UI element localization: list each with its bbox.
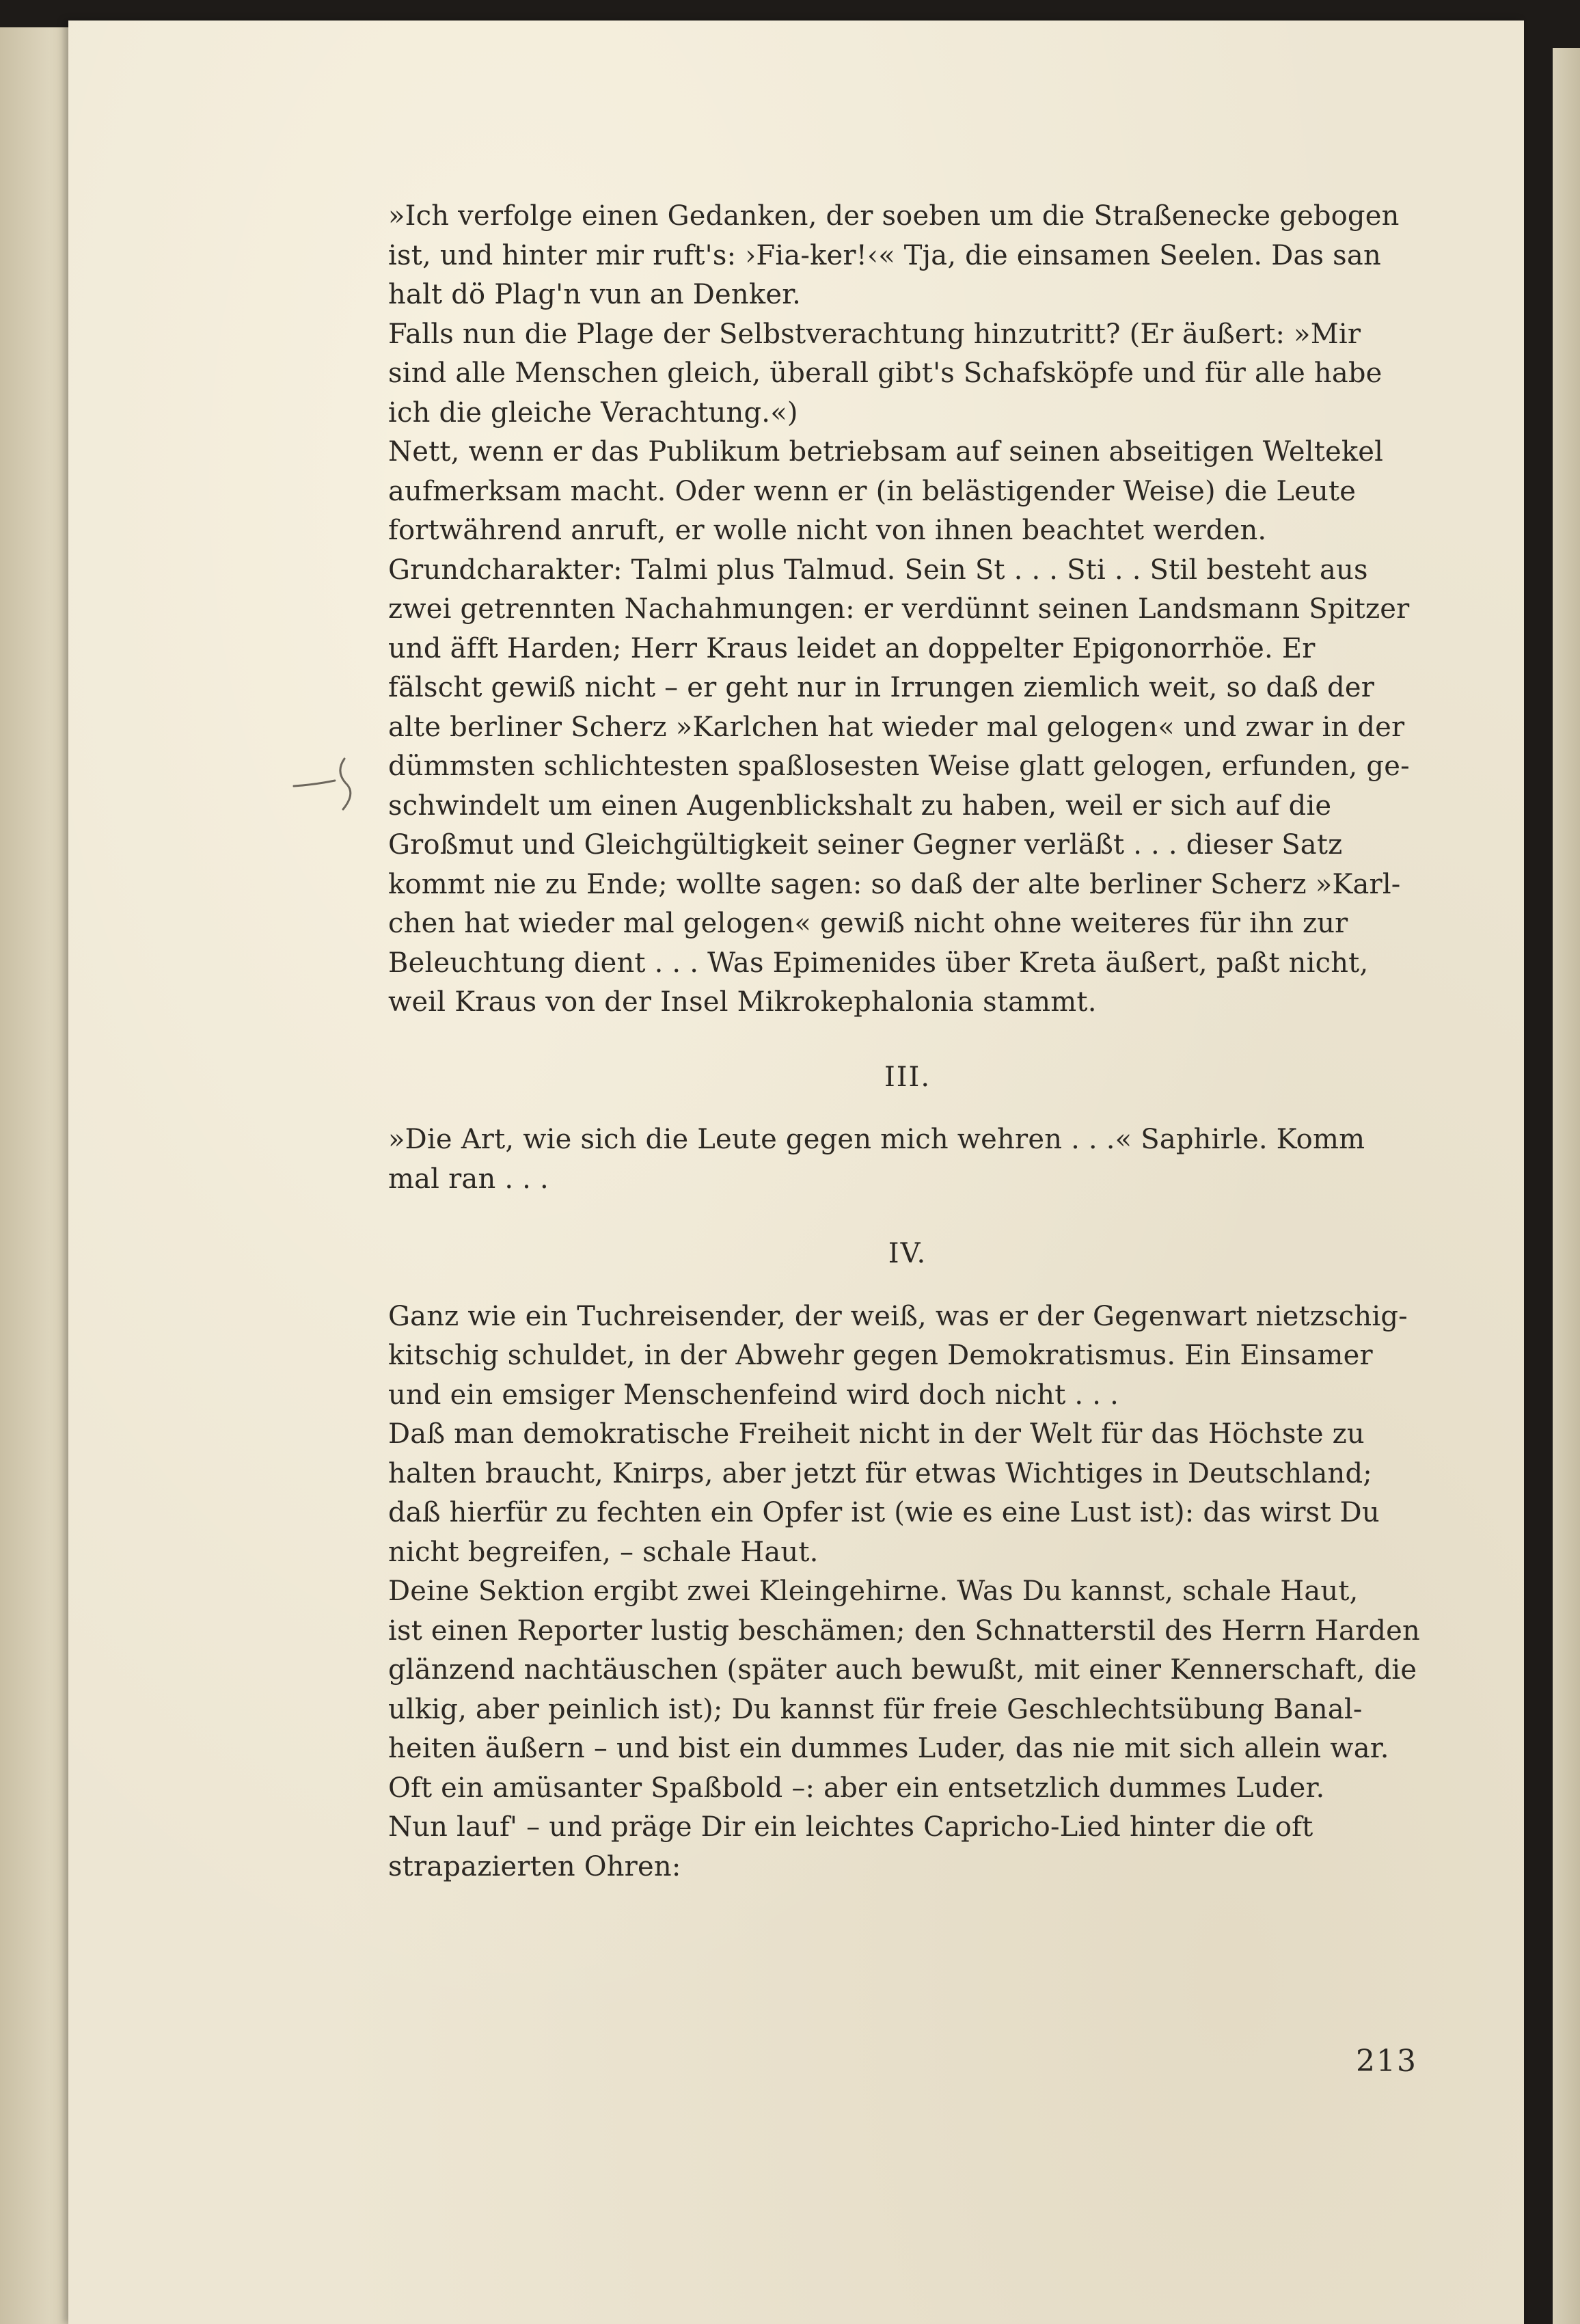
text-line: kitschig schuldet, in der Abwehr gegen Demokratismus. Ein Einsamer [388, 1340, 1373, 1371]
text-block [388, 197, 1427, 1887]
paragraph-1 [388, 197, 1427, 315]
text-line: und äfft Harden; Herr Kraus leidet an doppelter Epigonorrhöe. Er [388, 632, 1316, 664]
text-line: Grundcharakter: Talmi plus Talmud. Sein St . . . Sti . . Stil besteht aus [388, 554, 1368, 586]
text-line: nicht begreifen, – schale Haut. [388, 1536, 819, 1568]
text-line: Beleuchtung dient . . . Was Epimenides über Kreta äußert, paßt nicht, [388, 947, 1369, 979]
text-line: dümmsten schlichtesten spaßlosesten Weise glatt gelogen, erfunden, ge- [388, 751, 1410, 782]
right-page-edge [1553, 48, 1580, 2324]
text-line: aufmerksam macht. Oder wenn er (in belästigender Weise) die Leute [388, 475, 1357, 507]
section-heading-4: IV. [888, 1238, 927, 1269]
paragraph-2 [388, 315, 1427, 433]
text-line: ulkig, aber peinlich ist); Du kannst für freie Geschlechtsübung Banal- [388, 1693, 1363, 1725]
paragraph-3 [388, 433, 1427, 551]
text-line: ist, und hinter mir ruft's: ›Fia-ker!‹« Tja, die einsamen Seelen. Das san [388, 239, 1381, 271]
text-line: mal ran . . . [388, 1163, 549, 1195]
paragraph-4 [388, 551, 1427, 1023]
text-line: kommt nie zu Ende; wollte sagen: so daß der alte berliner Scherz »Karl- [388, 868, 1401, 900]
page-number: 213 [1356, 2044, 1417, 2079]
text-line: »Die Art, wie sich die Leute gegen mich wehren . . .« Saphirle. Komm [388, 1124, 1365, 1155]
text-line: daß hierfür zu fechten ein Opfer ist (wie es eine Lust ist): das wirst Du [388, 1497, 1380, 1528]
paragraph-8 [388, 1572, 1427, 1808]
text-line: fälscht gewiß nicht – er geht nur in Irrungen ziemlich weit, so daß der [388, 672, 1375, 703]
text-line: halten braucht, Knirps, aber jetzt für etwas Wichtiges in Deutschland; [388, 1457, 1372, 1489]
book-page [68, 21, 1524, 2324]
text-line: »Ich verfolge einen Gedanken, der soeben um die Straßenecke gebogen [388, 200, 1400, 232]
text-line: fortwährend anruft, er wolle nicht von ihnen beachtet werden. [388, 515, 1267, 546]
text-line: strapazierten Ohren: [388, 1850, 681, 1882]
text-line: chen hat wieder mal gelogen« gewiß nicht ohne weiteres für ihn zur [388, 908, 1348, 939]
text-line: Oft ein amüsanter Spaßbold –: aber ein entsetzlich dummes Luder. [388, 1772, 1325, 1804]
section-heading-3: III. [884, 1061, 931, 1093]
text-line: heiten äußern – und bist ein dummes Luder, das nie mit sich allein war. [388, 1733, 1389, 1764]
text-line: Großmut und Gleichgültigkeit seiner Gegner verläßt . . . dieser Satz [388, 829, 1343, 861]
text-line: Deine Sektion ergibt zwei Kleingehirne. Was Du kannst, schale Haut, [388, 1576, 1359, 1607]
paragraph-5 [388, 1120, 1427, 1199]
paragraph-7 [388, 1415, 1427, 1572]
text-line: sind alle Menschen gleich, überall gibt's Schafsköpfe und für alle habe [388, 357, 1382, 389]
text-line: ich die gleiche Verachtung.«) [388, 396, 798, 429]
text-line: Nett, wenn er das Publikum betriebsam auf seinen abseitigen Weltekel [388, 436, 1384, 468]
text-line: halt dö Plag'n vun an Denker. [388, 279, 802, 310]
paragraph-6 [388, 1297, 1427, 1416]
text-line: ist einen Reporter lustig beschämen; den Schnatterstil des Herrn Harden [388, 1614, 1420, 1647]
text-line: schwindelt um einen Augenblickshalt zu haben, weil er sich auf die [388, 789, 1332, 822]
text-line: Nun lauf' – und präge Dir ein leichtes Capricho-Lied hinter die oft [388, 1811, 1313, 1843]
text-line: und ein emsiger Menschenfeind wird doch nicht . . . [388, 1379, 1119, 1411]
text-line: glänzend nachtäuschen (später auch bewußt, mit einer Kennerschaft, die [388, 1654, 1417, 1686]
text-line: zwei getrennten Nachahmungen: er verdünnt seinen Landsmann Spitzer [388, 593, 1410, 625]
text-line: Daß man demokratische Freiheit nicht in der Welt für das Höchste zu [388, 1418, 1365, 1450]
text-line: alte berliner Scherz »Karlchen hat wieder mal gelogen« und zwar in der [388, 711, 1405, 743]
text-line: Falls nun die Plage der Selbstverachtung hinzutritt? (Er äußert: »Mir [388, 318, 1361, 350]
text-line: Ganz wie ein Tuchreisender, der weiß, was er der Gegenwart nietzschig- [388, 1300, 1408, 1332]
text-line: weil Kraus von der Insel Mikrokephalonia stammt. [388, 986, 1097, 1018]
pencil-margin-mark [287, 745, 369, 820]
paragraph-9 [388, 1808, 1427, 1887]
